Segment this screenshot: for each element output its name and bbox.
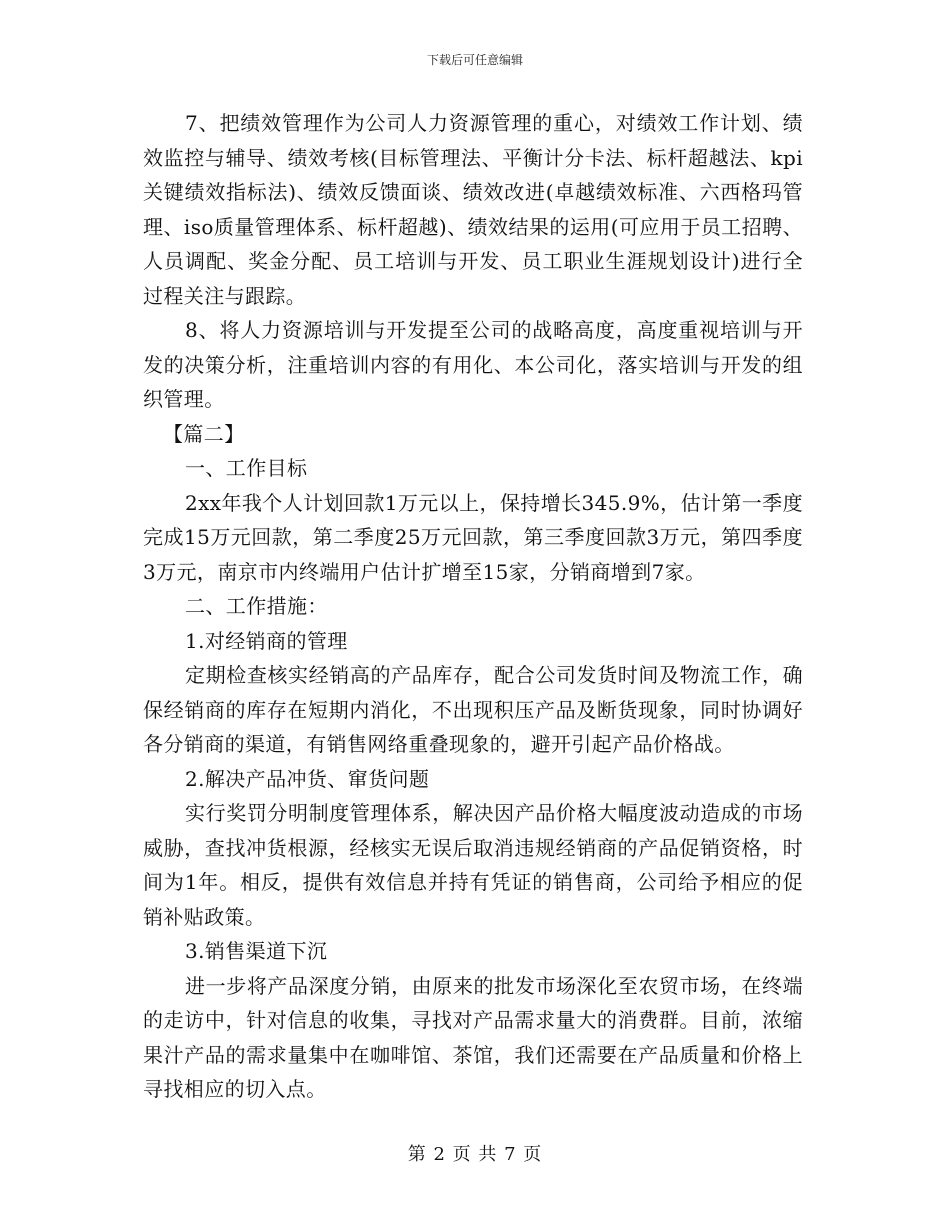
paragraph-work-goals: 2xx年我个人计划回款1万元以上，保持增长345.9%，估计第一季度完成15万元回款，第二季度25万元回款，第三季度回款3万元，第四季度3万元，南京市内终端用户估计扩增至15家，分销商增到7家。: [143, 490, 803, 584]
page-number-footer: 第 2 页 共 7 页: [407, 1144, 543, 1165]
subheading-distributor-management: 1.对经销商的管理: [185, 628, 348, 653]
heading-work-measures: 二、工作措施：: [185, 594, 328, 618]
paragraph-item-8: 8、将人力资源培训与开发提至公司的战略高度，高度重视培训与开发的决策分析，注重培训内容的有用化、本公司化，落实培训与开发的组织管理。: [143, 318, 803, 411]
document-body: [143, 106, 803, 1107]
heading-work-goals: 一、工作目标: [185, 456, 308, 480]
paragraph-cross-selling: 实行奖罚分明制度管理体系，解决因产品价格大幅度波动造成的市场威胁，查找冲货根源，经核实无误后取消违规经销商的产品促销资格，时间为1年。相反，提供有效信息并持有凭证的销售商，公司给予相应的促销补贴政策。: [143, 801, 803, 929]
subheading-cross-selling: 2.解决产品冲货、窜货问题: [185, 766, 430, 791]
subheading-channel-sinking: 3.销售渠道下沉: [185, 939, 328, 963]
page-header: 下载后可任意编辑: [426, 53, 523, 67]
paragraph-channel-sinking: 进一步将产品深度分销，由原来的批发市场深化至农贸市场，在终端的走访中，针对信息的收集，寻找对产品需求量大的消费群。目前，浓缩果汁产品的需求量集中在咖啡馆、茶馆，我们还需要在产品质量和价格上寻找相应的切入点。: [143, 973, 803, 1101]
paragraph-distributor-management: 定期检查核实经销高的产品库存，配合公司发货时间及物流工作，确保经销商的库存在短期内消化，不出现积压产品及断货现象，同时协调好各分销商的渠道，有销售网络重叠现象的，避开引起产品价格战。: [143, 663, 803, 756]
section-heading-part-two: 【篇二】: [163, 421, 245, 446]
paragraph-item-7: 7、把绩效管理作为公司人力资源管理的重心，对绩效工作计划、绩效监控与辅导、绩效考核(目标管理法、平衡计分卡法、标杆超越法、kpi关键绩效指标法)、绩效反馈面谈、绩效改进(卓越绩效标准、六西格玛管理、iso质量管理体系、标杆超越)、绩效结果的运用(可应用于员工招聘、人员调配、奖金分配、员工培训与开发、员工职业生涯规划设计)进行全过程关注与跟踪。: [143, 111, 803, 308]
